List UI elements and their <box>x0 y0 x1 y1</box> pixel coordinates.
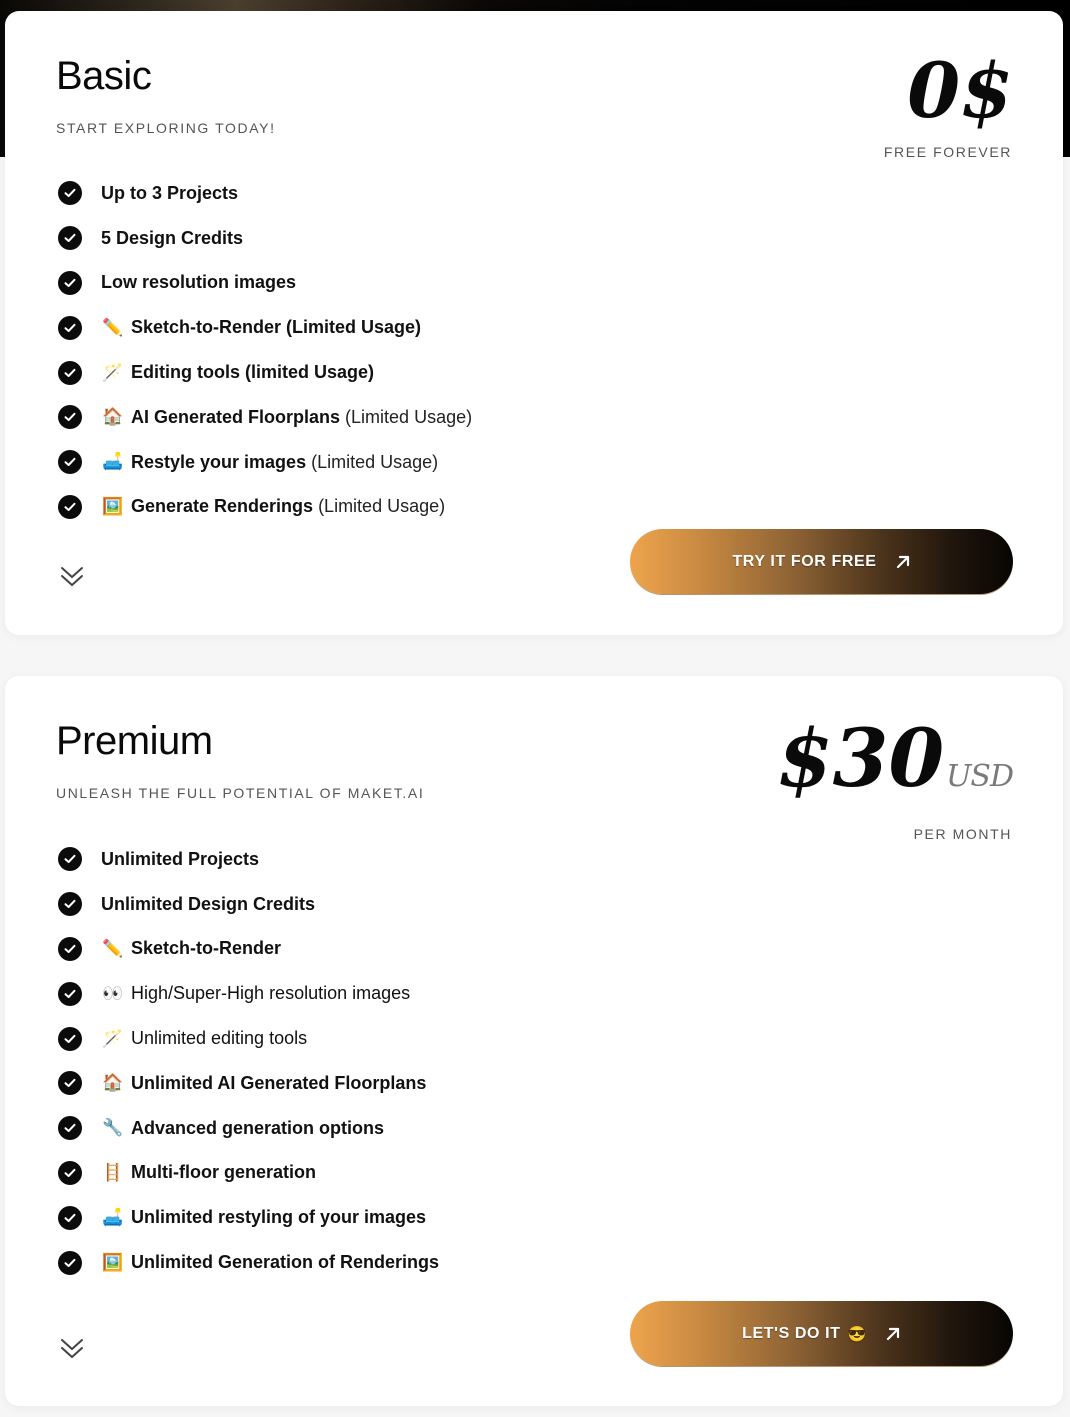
feature-item <box>58 1240 439 1285</box>
double-chevron-down-icon <box>59 564 85 590</box>
arrow-up-right-icon <box>895 554 911 570</box>
feature-text: 5 Design Credits <box>101 227 244 248</box>
check-circle-icon <box>58 450 82 474</box>
check-circle-icon <box>58 982 82 1006</box>
house-icon: 🏠 <box>102 1073 124 1093</box>
feature-item <box>58 261 472 306</box>
feature-text: AI Generated Floorplans <box>131 406 341 427</box>
feature-item <box>58 1016 439 1061</box>
check-circle-icon <box>58 1206 82 1230</box>
feature-text: Restyle your images <box>131 451 307 472</box>
feature-item <box>58 305 472 350</box>
feature-list <box>58 171 472 529</box>
feature-item <box>58 971 439 1016</box>
plan-card-basic <box>5 11 1063 635</box>
check-circle-icon <box>58 1116 82 1140</box>
feature-text: Unlimited restyling of your images <box>131 1207 427 1228</box>
ladder-icon: 🪜 <box>102 1162 124 1182</box>
price-amount: $30 <box>777 711 945 805</box>
feature-text: Unlimited Projects <box>101 848 260 869</box>
magic-wand-icon: 🪄 <box>102 362 124 382</box>
try-it-for-free-button[interactable] <box>630 529 1013 594</box>
price-note: PER MONTH <box>913 826 1012 842</box>
framed-picture-icon: 🖼️ <box>102 496 124 516</box>
feature-text: Editing tools (limited Usage) <box>131 362 375 383</box>
feature-limit-note: (Limited Usage) <box>345 406 473 427</box>
feature-item <box>58 1061 439 1106</box>
house-icon: 🏠 <box>102 407 124 427</box>
magic-wand-icon: 🪄 <box>102 1028 124 1048</box>
feature-list <box>58 837 439 1285</box>
feature-text: Unlimited AI Generated Floorplans <box>131 1072 427 1093</box>
feature-text: Sketch-to-Render (Limited Usage) <box>131 317 422 338</box>
plan-price <box>777 711 1013 805</box>
feature-item <box>58 395 472 440</box>
expand-features-button[interactable] <box>58 1335 86 1363</box>
feature-item <box>58 485 472 530</box>
price-currency: USD <box>946 759 1013 794</box>
double-chevron-down-icon <box>59 1336 85 1362</box>
pencil-icon: ✏️ <box>102 938 124 958</box>
sunglasses-face-icon: 😎 <box>847 1325 867 1343</box>
check-circle-icon <box>58 1027 82 1051</box>
feature-text: Unlimited editing tools <box>131 1028 308 1049</box>
plan-subtitle: START EXPLORING TODAY! <box>56 120 276 136</box>
eyes-icon: 👀 <box>102 983 124 1003</box>
framed-picture-icon: 🖼️ <box>102 1252 124 1272</box>
plan-subtitle: UNLEASH THE FULL POTENTIAL OF MAKET.AI <box>56 785 425 801</box>
feature-item <box>58 927 439 972</box>
feature-text: Unlimited Generation of Renderings <box>131 1252 440 1273</box>
feature-text: Sketch-to-Render <box>131 938 282 959</box>
lets-do-it-button[interactable] <box>630 1301 1013 1366</box>
cta-label: LET'S DO IT <box>742 1324 841 1342</box>
price-amount: 0$ <box>907 46 1013 135</box>
plan-card-premium <box>5 676 1063 1406</box>
feature-item <box>58 882 439 927</box>
check-circle-icon <box>58 1161 82 1185</box>
feature-item <box>58 1106 439 1151</box>
feature-limit-note: (Limited Usage) <box>311 451 439 472</box>
check-circle-icon <box>58 405 82 429</box>
feature-text: Advanced generation options <box>131 1117 385 1138</box>
check-circle-icon <box>58 181 82 205</box>
feature-text: Multi-floor generation <box>131 1162 316 1183</box>
check-circle-icon <box>58 495 82 519</box>
feature-item <box>58 171 472 216</box>
couch-lamp-icon: 🛋️ <box>102 1207 124 1227</box>
plan-title: Premium <box>56 719 213 763</box>
feature-item <box>58 216 472 261</box>
feature-item <box>58 350 472 395</box>
pencil-icon: ✏️ <box>102 317 124 337</box>
check-circle-icon <box>58 361 82 385</box>
check-circle-icon <box>58 316 82 340</box>
arrow-up-right-icon <box>885 1326 901 1342</box>
feature-text: Unlimited Design Credits <box>101 893 316 914</box>
feature-text: High/Super-High resolution images <box>131 983 411 1004</box>
check-circle-icon <box>58 892 82 916</box>
feature-item <box>58 440 472 485</box>
wrench-icon: 🔧 <box>102 1118 124 1138</box>
feature-text: Low resolution images <box>101 272 297 293</box>
plan-title: Basic <box>56 54 152 98</box>
feature-text: Generate Renderings <box>131 496 314 517</box>
check-circle-icon <box>58 226 82 250</box>
check-circle-icon <box>58 1071 82 1095</box>
feature-item <box>58 1195 439 1240</box>
price-note: FREE FOREVER <box>883 144 1012 160</box>
plan-price <box>907 46 1013 135</box>
feature-text: Up to 3 Projects <box>101 182 239 203</box>
couch-lamp-icon: 🛋️ <box>102 452 124 472</box>
feature-item <box>58 837 439 882</box>
expand-features-button[interactable] <box>58 563 86 591</box>
check-circle-icon <box>58 937 82 961</box>
cta-label: TRY IT FOR FREE <box>732 552 877 570</box>
check-circle-icon <box>58 1251 82 1275</box>
feature-limit-note: (Limited Usage) <box>318 496 446 517</box>
check-circle-icon <box>58 271 82 295</box>
feature-item <box>58 1151 439 1196</box>
check-circle-icon <box>58 847 82 871</box>
